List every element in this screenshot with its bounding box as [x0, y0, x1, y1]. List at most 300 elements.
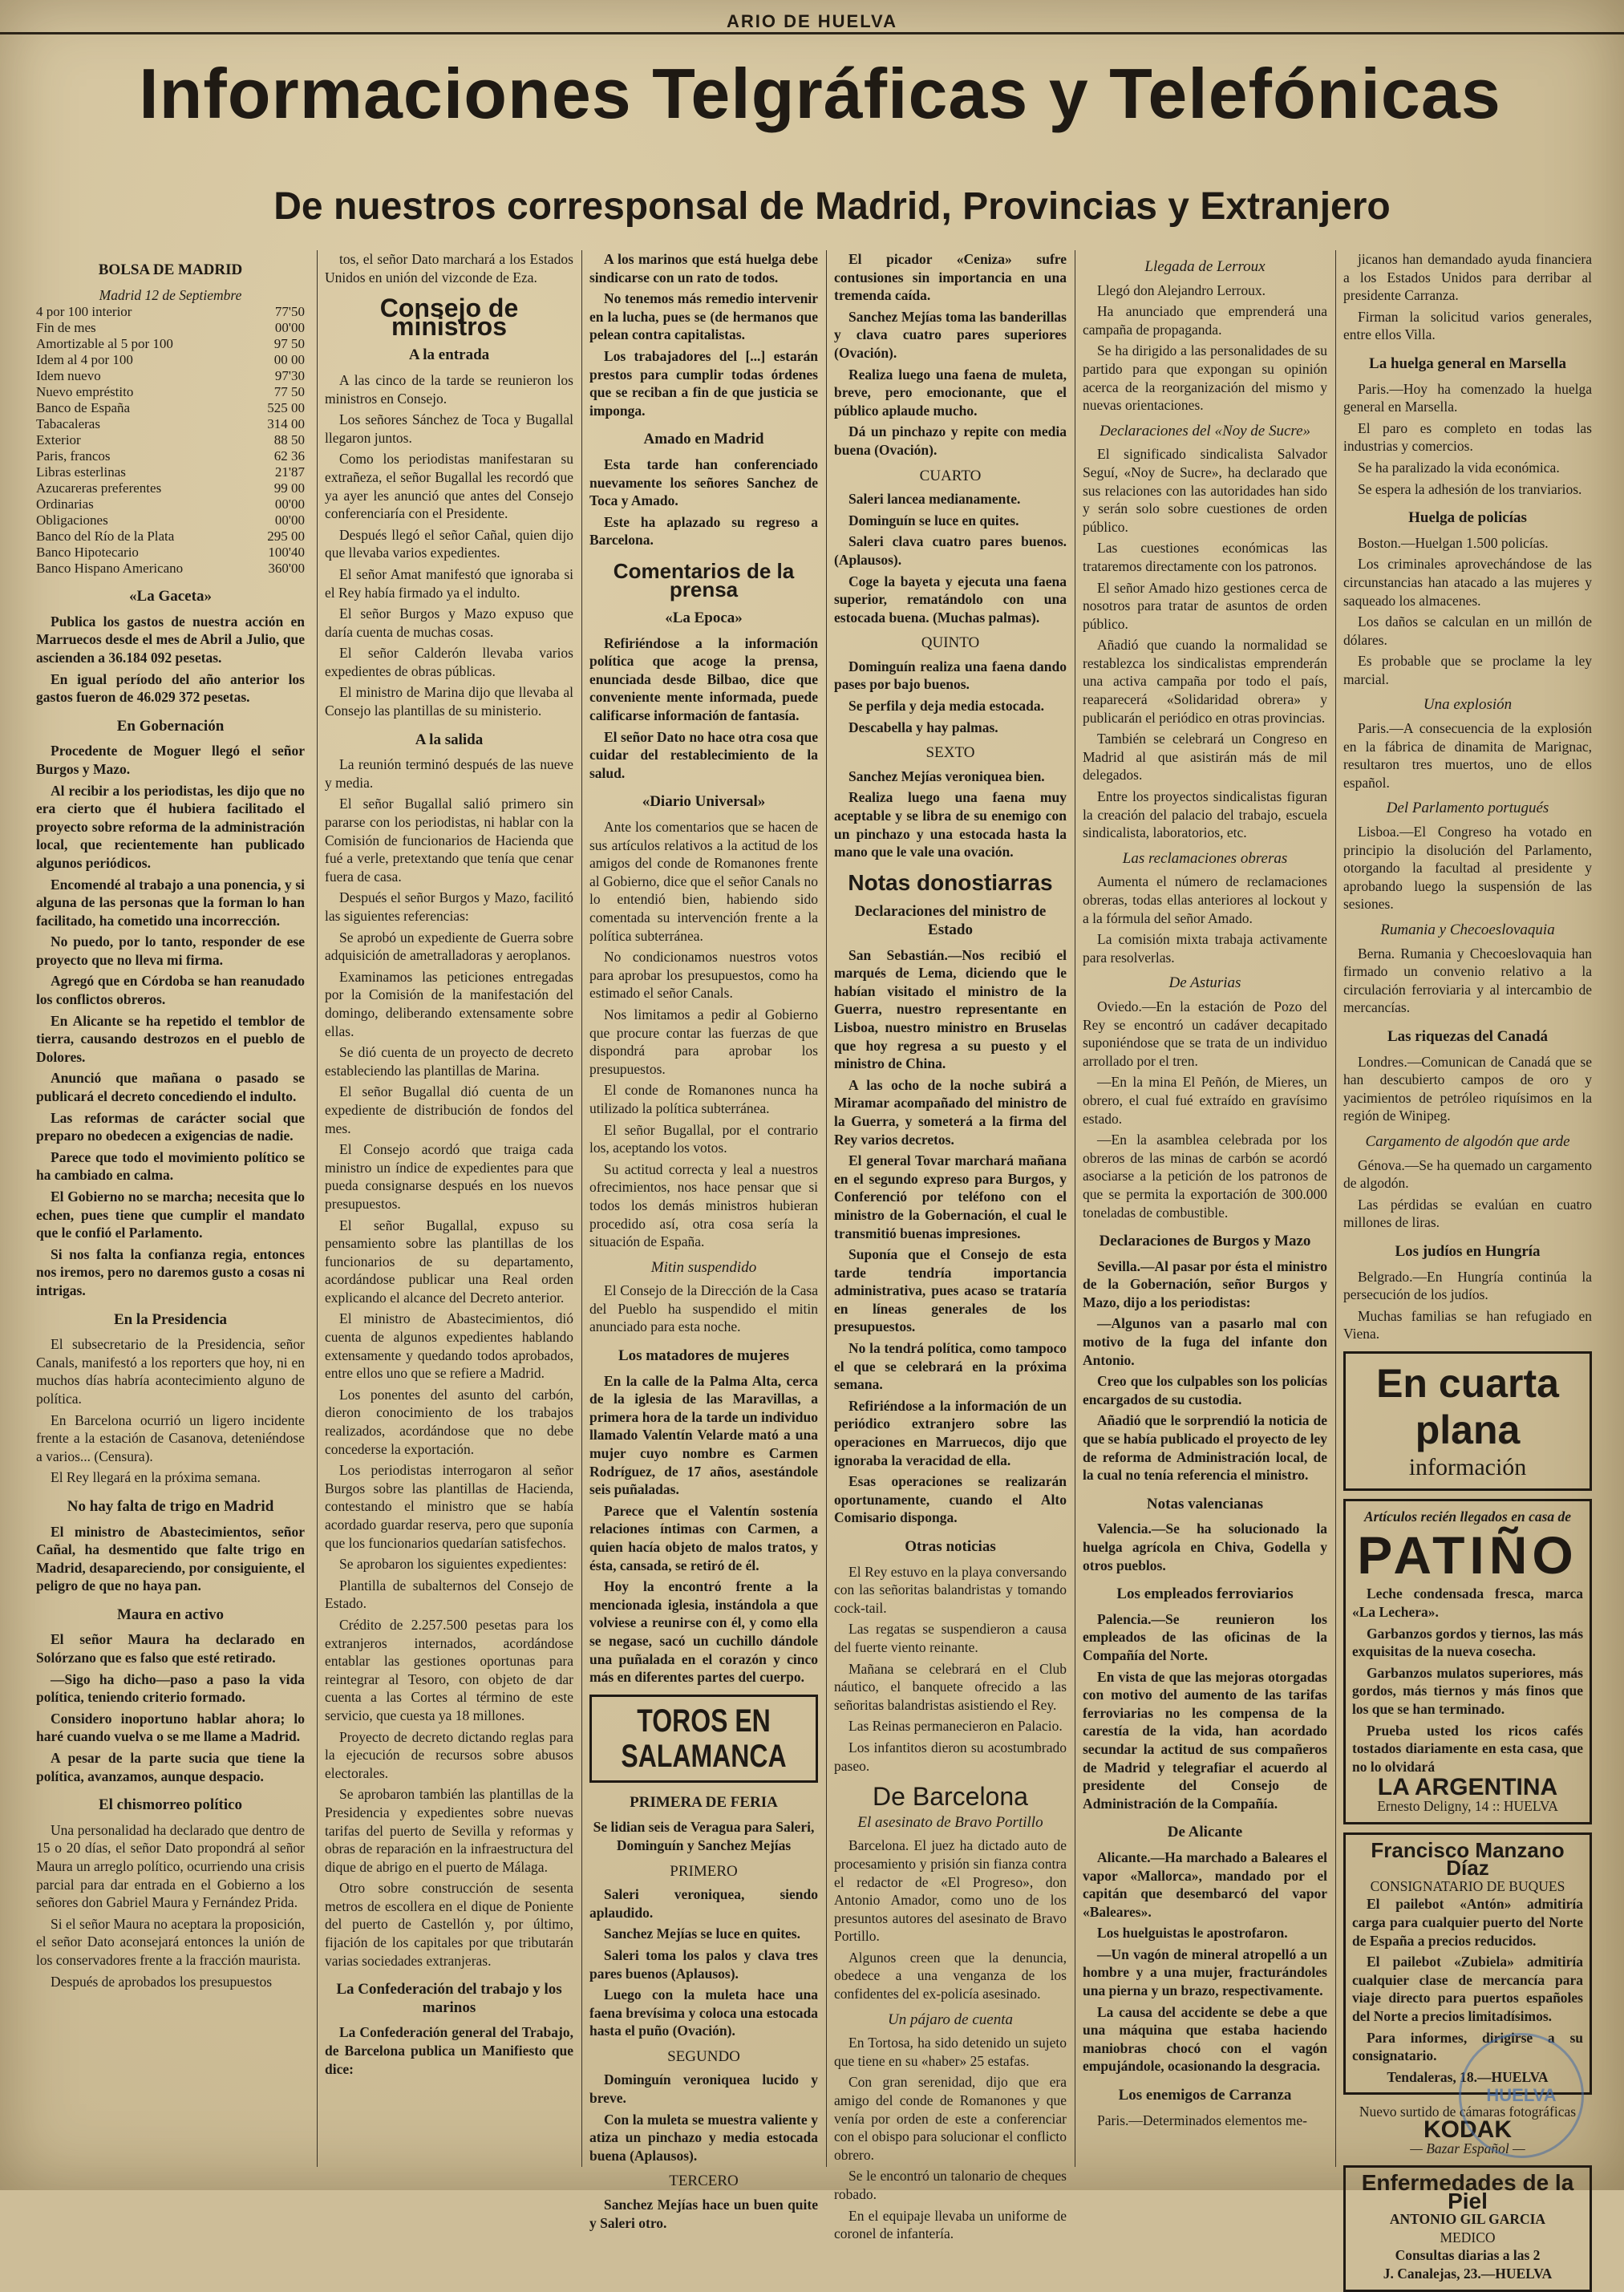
paragraph: Para informes, dirigirse a su consignatario. [1352, 2029, 1583, 2064]
paragraph: Después llegó el señor Cañal, quien dijo que llevaba varios expedientes. [325, 526, 573, 561]
paragraph: El paro es completo en todas las industrias y comercios. [1343, 419, 1592, 455]
bolsa-value: 21'87 [274, 464, 305, 480]
paragraph: Sanchez Mejías hace un buen quite y Saleri otro. [589, 2197, 818, 2231]
section-heading: De Barcelona [873, 1782, 1028, 1812]
paragraph: En Barcelona ocurrió un ligero incidente frente a la estación de Casanova, deteniéndose a varios... (Censura). [36, 1411, 305, 1464]
paragraph: Refiriéndose a la información de un periódico extranjero sobre las operaciones en Marruecos, dijo que ignoraba la veracidad de ella. [834, 1397, 1067, 1468]
ad-cuarta-plana [1343, 1351, 1592, 1491]
paragraph: Realiza luego una faena de muleta, breve, pero emocionante, que el público aplaude mucho. [834, 366, 1067, 419]
feria-subtitle: Se lidian seis de Veragua para Saleri, Dominguín y Sanchez Mejías [593, 1819, 815, 1853]
bolsa-item: Banco Hispano Americano [36, 561, 184, 577]
bolsa-value: 360'00 [268, 561, 305, 577]
paragraph: No condicionamos nuestros votos para aprobar los presupuestos, como ha estimado el señor Canals. [589, 949, 818, 1002]
paragraph: Saleri toma los palos y clava tres pares buenos (Aplausos). [589, 1946, 818, 1982]
section-heading: En Gobernación [116, 717, 225, 735]
paragraph: Nos limitamos a pedir al Gobierno que procure contar las fuerzas de que dispondrá para aprobar los presupuestos. [589, 1006, 818, 1077]
paragraph: Ha anunciado que emprenderá una campaña de propaganda. [1083, 303, 1327, 338]
paragraph: Hoy la encontró frente a la mencionada iglesia, instándola a que volviese a reunirse con él, y como ella se negase, sacó un cuchillo dándole una puñalada en el corazón y cinco más en diferentes partes del cuerpo. [589, 1578, 818, 1686]
section-heading: SEXTO [925, 744, 975, 762]
paragraph: Una personalidad ha declarado que dentro de 15 o 20 días, el señor Dato propondrá al señor Maura un arreglo político, ocurriendo una crisis parcial para dar entrada en el Gobierno a los señores don Gabriel Maura y Fernández Prida. [36, 1821, 305, 1911]
paragraph: Parece que el Valentín sostenía relaciones íntimas con Carmen, a quien hacía objeto de malos tratos, y ésta, cansada, se retiró de él. [589, 1502, 818, 1573]
paragraph: Las Reinas permanecieron en Palacio. [848, 1718, 1063, 1735]
paragraph: El conde de Romanones nunca ha utilizado la política subterránea. [589, 1082, 818, 1116]
section-body [834, 1836, 1067, 2002]
bolsa-value: 00'00 [274, 512, 305, 528]
paragraph: Esta tarde han conferenciado nuevamente los señores Sanchez de Toca y Amado. [589, 456, 818, 509]
section-body [1343, 380, 1592, 499]
paragraph: El ministro de Abastecimientos, dió cuenta de algunos expedientes hablando extensamente y quedando todos aprobados, entre ellos uno que se refiere a Madrid. [325, 1310, 573, 1382]
paragraph: Barcelona. El juez ha dictado auto de procesamiento y prisión sin fianza contra el redactor de «El Progreso», don Antonio Amador, como uno de los presuntos autores del asesinato de Bravo Portillo. [834, 1837, 1067, 1945]
paragraph: El señor Amado hizo gestiones cerca de nosotros para tratar de asuntos de orden público. [1083, 579, 1327, 632]
toros-box [589, 1695, 818, 1783]
section-body [1343, 1156, 1592, 1232]
paragraph: No tenemos más remedio intervenir en la lucha, pues se (de hermanos que pelean contra capitalistas. [589, 290, 818, 343]
bolsa-row [36, 496, 305, 512]
bolsa-row [36, 384, 305, 400]
paragraph: Publica los gastos de nuestra acción en Marruecos desde el mes de Abril a Julio, que ascienden a 36.184 092 pesetas. [36, 613, 305, 666]
column-rule [581, 250, 582, 2167]
section-body [834, 250, 1067, 460]
ad-cuarta-title: En cuarta plana [1376, 1360, 1559, 1452]
lead-paragraph: tos, el señor Dato marchará a los Estados Unidos en unión del vizconde de Eza. [325, 251, 573, 285]
bolsa-value: 99 00 [273, 480, 305, 496]
ad-patino-name: PATIÑO [1357, 1525, 1578, 1585]
column-2 [325, 250, 573, 2175]
paragraph: Berna. Rumania y Checoeslovaquia han firmado un convenio relativo a la circulación ferroviaria y al intercambio de mercancías. [1343, 945, 1592, 1016]
paragraph: Los señores Sánchez de Toca y Bugallal llegaron juntos. [325, 411, 573, 446]
bolsa-item: 4 por 100 interior [36, 304, 132, 320]
paragraph: Se ha dirigido a las personalidades de su partido para que expongan su opinión acerca de la reorganización del mismo y nuevas orientaciones. [1083, 342, 1327, 414]
paragraph: Saleri veroniquea, siendo aplaudido. [589, 1886, 818, 1921]
paragraph: Este ha aplazado su regreso a Barcelona. [589, 513, 818, 549]
paragraph: Oviedo.—En la estación de Pozo del Rey se encontró un cadáver decapitado suponiéndose que se trata de un individuo arrollado por el tren. [1083, 998, 1327, 1069]
paragraph: Génova.—Se ha quemado un cargamento de algodón. [1343, 1156, 1592, 1192]
paragraph: Su actitud correcta y leal a nuestros ofrecimientos, nos hace pensar que si todos los demás ministros hubieran procedido así, otra cosa sería la situación de España. [589, 1160, 818, 1250]
section-body [834, 1563, 1067, 1776]
bolsa-item: Libras esterlinas [36, 464, 126, 480]
column-4 [834, 250, 1067, 2242]
ad-manzano-sub: CONSIGNATARIO DE BUQUES [1370, 1877, 1565, 1894]
section-body [1083, 1849, 1327, 2075]
column-rule [317, 250, 318, 2167]
paragraph: Coge la bayeta y ejecuta una faena superior, rematándolo con una estocada buena. (Muchas palmas). [834, 573, 1067, 626]
bolsa-item: Banco del Río de la Plata [36, 528, 175, 545]
paragraph: Se aprobaron también las plantillas de la Presidencia y expedientes sobre nuevas tarifas del puerto de Sevilla y reformas y obras de reparación en la infraestructura del dique de abrigo en el puerto de Málaga. [325, 1786, 573, 1875]
paragraph: Los daños se calculan en un millón de dólares. [1343, 613, 1592, 648]
paragraph: Refiriéndose a la información política que acoge la prensa, enunciada desde Bilbao, dice que conveniente mente informada, puede calificarse información de fantasía. [589, 634, 818, 724]
section-heading: «Diario Universal» [642, 793, 766, 811]
bolsa-row [36, 416, 305, 432]
paragraph: Se perfila y deja media estocada. [848, 698, 1044, 715]
paragraph: La Confederación general del Trabajo, de Barcelona publica un Manifiesto que dice: [325, 2024, 573, 2077]
section-heading: Las riquezas del Canadá [1387, 1027, 1549, 1045]
paragraph: El Consejo de la Dirección de la Casa del Pueblo ha suspendido el mitin anunciado para esta noche. [589, 1282, 818, 1335]
section-heading: QUINTO [921, 634, 980, 652]
bolsa-row [36, 336, 305, 352]
paragraph: El Gobierno no se marcha; necesita que lo echen, pues tiene que cumplir el mandato que le confió el Parlamento. [36, 1189, 305, 1241]
section-heading: «La Epoca» [665, 609, 743, 627]
ad-piel-title: Enfermedades de la Piel [1361, 2170, 1574, 2213]
paragraph: Se ha paralizado la vida económica. [1358, 459, 1560, 476]
running-head: ARIO DE HUELVA [0, 11, 1624, 34]
section-body [1343, 823, 1592, 913]
paragraph: El Rey estuvo en la playa conversando con las señoritas balandristas y tomando cock-tail. [834, 1563, 1067, 1616]
section-heading: Una explosión [1423, 696, 1513, 714]
paragraph: El señor Calderón llevaba varios expedientes de obras públicas. [325, 645, 573, 679]
paragraph: El señor Amat manifestó que ignoraba si el Rey había firmado ya el indulto. [325, 565, 573, 601]
section-heading: Huelga de policías [1408, 509, 1527, 527]
paragraph: Aumenta el número de reclamaciones obreras, todas ellas anteriores al lockout y a la fórmula del señor Amado. [1083, 873, 1327, 926]
paragraph: Firman la solicitud varios generales, entre ellos Villa. [1343, 308, 1592, 343]
section-heading: Cargamento de algodón que arde [1365, 1132, 1570, 1150]
section-body [589, 634, 818, 783]
paragraph: Luego con la muleta hace una faena brevísima y coloca una estocada hasta el puño (Ovación). [589, 1986, 818, 2039]
section-heading: PRIMERA DE FERIA [630, 1793, 778, 1811]
bolsa-value: 314 00 [267, 416, 305, 432]
paragraph: —Un vagón de mineral atropelló a un hombre y a una mujer, fracturándoles una pierna y un brazo, respectivamente. [1083, 1946, 1327, 1999]
paragraph: Las regatas se suspendieron a causa del fuerte viento reinante. [834, 1621, 1067, 1655]
section-body [1083, 1257, 1327, 1484]
section-heading: «La Gaceta» [129, 588, 212, 605]
paragraph: Al recibir a los periodistas, les dijo que no era cierto que él hubiera facilitado el proyecto sobre reforma de la administración local, que recientemente han publicado algunos periódicos. [36, 782, 305, 871]
paragraph: Con gran serenidad, dijo que era amigo del conde de Romanones y que venía por orden de este a conferenciar con el obispo para solucionar el conflicto obrero. [834, 2074, 1067, 2163]
paragraph: Las pérdidas se evalúan en cuatro millones de liras. [1343, 1196, 1592, 1231]
column-3 [589, 250, 818, 2231]
paragraph: En la calle de la Palma Alta, cerca de la iglesia de las Maravillas, a primera hora de la tarde un individuo llamado Valentín Velarde mató a una mujer cuyo nombre es Carmen Rodríguez, de 17 años, asestándole seis puñaladas. [589, 1372, 818, 1498]
section-body [36, 1335, 305, 1487]
paragraph: Dominguín veroniquea lucido y breve. [589, 2071, 818, 2107]
bolsa-item: Idem al 4 por 100 [36, 352, 133, 368]
section-body [36, 742, 305, 1299]
paragraph: Añadió que le sorprendió la noticia de que se había publicado el proyecto de ley de reforma de Administración local, de la cual no tenía referencia el ministro. [1083, 1412, 1327, 1484]
section-heading: Llegada de Lerroux [1144, 258, 1266, 275]
section-heading: Amado en Madrid [643, 431, 764, 448]
section-body [834, 658, 1067, 736]
section-body [589, 2196, 818, 2232]
paragraph: Dominguín se luce en quites. [848, 512, 1019, 528]
paragraph: Dá un pinchazo y repite con media buena (Ovación). [834, 423, 1067, 458]
paragraph: Llegó don Alejandro Lerroux. [1097, 281, 1266, 298]
section-heading: Las reclamaciones obreras [1122, 849, 1288, 867]
paragraph: Las cuestiones económicas las trataremos directamente con los patronos. [1083, 540, 1327, 574]
ad-kodak-line1: Nuevo surtido de cámaras fotográficas [1359, 2104, 1577, 2120]
section-heading: Los empleados ferroviarios [1116, 1585, 1294, 1603]
bolsa-value: 77 50 [273, 384, 305, 400]
bolsa-row [36, 512, 305, 528]
paragraph: A las cinco de la tarde se reunieron los ministros en Consejo. [325, 371, 573, 407]
paragraph: Anunció que mañana o pasado se publicará el decreto concediendo el indulto. [36, 1070, 305, 1105]
section-heading: Otras noticias [905, 1538, 996, 1555]
column-5 [1083, 250, 1327, 2175]
section-heading: PRIMERO [670, 1862, 738, 1880]
ad-kodak-line3: — Bazar Español — [1410, 2140, 1525, 2156]
paragraph: Descabella y hay palmas. [848, 719, 998, 735]
paragraph: Se dió cuenta de un proyecto de decreto estableciendo las plantillas de Marina. [325, 1044, 573, 1079]
section-body [589, 818, 818, 1251]
paragraph: Garbanzos mulatos superiores, más gordos, más tiernos y más finos que los que se han terminado. [1352, 1664, 1583, 1718]
column-rule [1335, 250, 1336, 2167]
bolsa-item: Idem nuevo [36, 368, 101, 384]
section-body [325, 371, 573, 720]
paragraph: —Algunos van a pasarlo mal con motivo de la fuga del infante don Antonio. [1083, 1315, 1327, 1368]
paragraph: Alicante.—Ha marchado a Baleares el vapor «Mallorca», mandado por el capitán que desembarcó del vapor «Baleares». [1083, 1849, 1327, 1920]
paragraph: Entre los proyectos sindicalistas figuran la creación del palacio del trabajo, escuela sindicalista, laboratorios, etc. [1083, 788, 1327, 841]
section-heading: Consejo de ministros [379, 294, 519, 341]
paragraph: Saleri clava cuatro pares buenos. (Aplausos). [834, 533, 1067, 568]
ad-argentina: LA ARGENTINA [1377, 1774, 1558, 1801]
ad-piel [1343, 2165, 1592, 2292]
section-body [1083, 998, 1327, 1221]
section-heading: Declaraciones del ministro de Estado [854, 903, 1047, 938]
section-body [1343, 945, 1592, 1017]
section-heading: En la Presidencia [113, 1310, 228, 1328]
ad-manzano-title: Francisco Manzano Díaz [1371, 1837, 1565, 1881]
section-heading: La Confederación del trabajo y los marinos [336, 1981, 562, 2016]
paragraph: La causa del accidente se debe a que una máquina que estaba haciendo maniobras chocó con el vagón empujándole, ocasionando la desgracia. [1083, 2003, 1327, 2075]
paragraph: —En la mina El Peñón, de Mieres, un obrero, el cual fué extraído en gravísimo estado. [1083, 1074, 1327, 1127]
column-1 [36, 250, 305, 2175]
bolsa-row [36, 368, 305, 384]
paragraph: Después de aprobados los presupuestos [51, 1973, 273, 1990]
bolsa-row [36, 352, 305, 368]
section-body [1083, 873, 1327, 966]
section-body [1343, 1268, 1592, 1343]
paragraph: Dominguín realiza una faena dando pases por bajo buenos. [834, 658, 1067, 693]
section-body [1343, 250, 1592, 344]
bolsa-value: 100'40 [268, 545, 305, 561]
bolsa-value: 62 36 [273, 448, 305, 464]
bolsa-date: Madrid 12 de Septiembre [99, 286, 242, 303]
section-body [589, 1885, 818, 2040]
paragraph: Otro sobre construcción de sesenta metros de escollera en el dique de Poniente del puerto de Castellón y, por último, fijación de los capitales por que tributarán varias sociedades extranjeras. [325, 1880, 573, 1969]
paragraph: También se celebrará un Congreso en Madrid al que asistirán más de mil delegados. [1083, 731, 1327, 784]
paragraph: No puedo, por lo tanto, responder de ese proyecto que no lleva mi firma. [36, 933, 305, 968]
paragraph: Londres.—Comunican de Canadá que se han descubierto campos de oro y yacimientos de petróleo riquísimos en la región de Winipeg. [1343, 1053, 1592, 1124]
section-body [834, 767, 1067, 861]
paragraph: Sevilla.—Al pasar por ésta el ministro de la Gobernación, señor Burgos y Mazo, dijo a los periodistas: [1083, 1257, 1327, 1310]
section-heading: El asesinato de Bravo Portillo [857, 1813, 1043, 1831]
section-heading: Notas donostiarras [848, 869, 1053, 895]
ad-piel-addr: J. Canalejas, 23.—HUELVA [1383, 2266, 1553, 2282]
section-heading: A la salida [415, 731, 484, 748]
bolsa-row [36, 448, 305, 464]
bolsa-value: 00 00 [273, 352, 305, 368]
paragraph: Los trabajadores del [...] estarán prestos para cumplir todas órdenes que se reciban a fin de que justicia se imponga. [589, 347, 818, 419]
masthead-subtitle: De nuestros corresponsal de Madrid, Provincias y Extranjero [273, 185, 1391, 228]
ad-kodak-brand: KODAK [1424, 2116, 1512, 2143]
bolsa-item: Nuevo empréstito [36, 384, 134, 400]
bolsa-value: 00'00 [274, 320, 305, 336]
paragraph: Ante los comentarios que se hacen de sus artículos relativos a la actitud de los amigos del conde de Romanones frente al Gobierno, dice que el señor Canals no lo entendió bien, habiendo sido comentada su intervención frente a la política subterránea. [589, 819, 818, 944]
bolsa-row [36, 545, 305, 561]
paragraph: Prueba usted los ricos cafés tostados diariamente en esta casa, que no lo olvidará [1352, 1722, 1583, 1775]
paragraph: Belgrado.—En Hungría continúa la persecución de los judíos. [1343, 1268, 1592, 1303]
paragraph: Paris.—A consecuencia de la explosión en la fábrica de dinamita de Marignac, resultaron tres muertos, uno de ellos español. [1343, 720, 1592, 791]
bolsa-item: Banco Hipotecario [36, 545, 139, 561]
section-body [1343, 1053, 1592, 1125]
ad-patino [1343, 1499, 1592, 1824]
bolsa-row [36, 400, 305, 416]
ad-piel-name: ANTONIO GIL GARCIA [1389, 2211, 1546, 2228]
paragraph: Si nos falta la confianza regia, entonces nos iremos, pero no daremos gusto a cosas ni intrigas. [36, 1245, 305, 1298]
bolsa-item: Tabacaleras [36, 416, 100, 432]
paragraph: Añadió que cuando la normalidad se restablezca los sindicalistas emprenderán una activa campaña por todo el país, reaparecerá «Solidaridad obrera» y publicarán el periódico en otras provincias. [1083, 637, 1327, 726]
section-body [834, 2034, 1067, 2243]
bolsa-table [36, 304, 305, 577]
section-body [834, 490, 1067, 626]
paragraph: Procedente de Moguer llegó el señor Burgos y Mazo. [36, 743, 305, 777]
paragraph: El Rey llegará en la próxima semana. [51, 1469, 261, 1486]
section-body [589, 1282, 818, 1336]
bolsa-item: Obligaciones [36, 512, 108, 528]
paragraph: Sanchez Mejías toma las banderillas y clava cuatro pares superiores (Ovación). [834, 308, 1067, 361]
section-heading: De Asturias [1168, 974, 1241, 992]
ad-piel-hours: Consultas diarias a las 2 [1395, 2247, 1541, 2264]
section-heading: SEGUNDO [667, 2047, 740, 2065]
paragraph: San Sebastián.—Nos recibió el marqués de Lema, diciendo que le habían visitado el ministro de la Guerra, nuestro representante en Lisboa, nuestro ministro en Bruselas que hoy regresa a su puesto y el ministro de China. [834, 946, 1067, 1072]
ad-cuarta-sub: información [1408, 1453, 1527, 1480]
paragraph: El señor Dato no hace otra cosa que cuidar del restablecimiento de la salud. [589, 728, 818, 781]
paragraph: El señor Bugallal dió cuenta de un expediente de distribución de fondos del mes. [325, 1083, 573, 1136]
section-body [589, 250, 818, 419]
bolsa-item: Paris, francos [36, 448, 111, 464]
bolsa-item: Azucareras preferentes [36, 480, 162, 496]
column-6 [1343, 250, 1592, 2282]
paragraph: Esas operaciones se realizarán oportunamente, cuando el Alto Comisario disponga. [834, 1473, 1067, 1526]
paragraph: Los ponentes del asunto del carbón, dieron conocimiento de los trabajos realizados, acordándose que no debe concederse la exportación. [325, 1386, 573, 1457]
section-heading: Del Parlamento portugués [1386, 800, 1549, 817]
paragraph: En el equipaje llevaba un uniforme de coronel de infantería. [834, 2207, 1067, 2242]
paragraph: Si el señor Maura no aceptara la proposición, el señor Dato aconsejará entonces la unión de los conservadores frente a la fracción maurista. [36, 1915, 305, 1968]
section-heading: Los enemigos de Carranza [1118, 2087, 1292, 2104]
paragraph: Agregó que en Córdoba se han reanudado los conflictos obreros. [36, 973, 305, 1008]
paragraph: Considero inoportuno hablar ahora; lo haré cuando vuelva o se me llame a Madrid. [36, 1710, 305, 1745]
section-body [1083, 1520, 1327, 1574]
paragraph: Se aprobó un expediente de Guerra sobre adquisición de ametralladoras y aeroplanos. [325, 929, 573, 964]
paragraph: El señor Bugallal, expuso su pensamiento sobre las plantillas de los funcionarios de su departamento, acordándose publicar una Real orden explicando el alcance del Decreto anterior. [325, 1217, 573, 1306]
paragraph: El general Tovar marchará mañana en el segundo expreso para Burgos, y Conferenció por teléfono con el ministro de la Gobernación, el cual le transmitió buenas impresiones. [834, 1152, 1067, 1241]
bolsa-item: Exterior [36, 432, 81, 448]
ad-argentina-addr: Ernesto Deligny, 14 :: HUELVA [1377, 1798, 1558, 1814]
section-body [589, 456, 818, 549]
paragraph: —En la asamblea celebrada por los obreros de las minas de carbón se acordó asociarse a la petición de los patronos de que se permita la exportación de 300.000 toneladas de combustible. [1083, 1132, 1327, 1221]
bolsa-item: Banco de España [36, 400, 131, 416]
paragraph: El ministro de Abastecimientos, señor Cañal, ha desmentido que falte trigo en Madrid, desapareciendo, por consiguiente, el peligro de que no haya pan. [36, 1523, 305, 1594]
paragraph: En vista de que las mejoras otorgadas con motivo del aumento de las tarifas ferroviarias no les compensa de la carestía de la vida, han acordado secundar la actitud de sus compañeros de Madrid y telegrafiar el acuerdo al presidente del Consejo de Administración de la Compañía. [1083, 1668, 1327, 1812]
bolsa-value: 77'50 [274, 304, 305, 320]
section-body [325, 755, 573, 1970]
section-body [36, 613, 305, 707]
paragraph: Los periodistas interrogaron al señor Burgos sobre las plantillas de Hacienda, contestando el ministro que se había acordado guardar reserva, pero que suponía que los funcionarios quedarían satisfechos. [325, 1462, 573, 1551]
bolsa-item: Ordinarias [36, 496, 94, 512]
bolsa-row [36, 464, 305, 480]
section-body [589, 2071, 818, 2164]
paragraph: A las ocho de la noche subirá a Miramar acompañado del ministro de la Guerra, y someterá a la firma del Rey varios decretos. [834, 1076, 1067, 1148]
paragraph: Los huelguistas le apostrofaron. [1097, 1925, 1288, 1942]
section-heading: Declaraciones del «Noy de Sucre» [1099, 422, 1311, 439]
paragraph: Mañana se celebrará en el Club náutico, el banquete ofrecido a las señoritas balandristas asistiendo el Rey. [834, 1660, 1067, 1713]
section-body [589, 1372, 818, 1687]
paragraph: Algunos creen que la denuncia, obedece a una venganza de los confidentes del ex-policía asesinado. [834, 1949, 1067, 2002]
paragraph: La reunión terminó después de las nueve y media. [325, 756, 573, 791]
paragraph: No la tendrá política, como tampoco el que se celebrará en la próxima semana. [834, 1340, 1067, 1393]
paragraph: Con la muleta se muestra valiente y atiza un pinchazo y media estocada buena (Aplausos). [589, 2111, 818, 2164]
section-heading: Maura en activo [117, 1606, 224, 1623]
bolsa-value: 525 00 [267, 400, 305, 416]
bolsa-value: 88 50 [273, 432, 305, 448]
paragraph: El señor Bugallal salió primero sin pararse con los periodistas, ni hablar con la Comisión de funcionarios de Hacienda que fué a verle, pretextando que tenía que cenar fuera de casa. [325, 796, 573, 885]
section-heading: Comentarios de la prensa [613, 558, 795, 601]
paragraph: Es probable que se proclame la ley marcial. [1343, 653, 1592, 687]
section-heading: TERCERO [669, 2173, 739, 2190]
bolsa-item: Amortizable al 5 por 100 [36, 336, 173, 352]
ad-piel-role: MEDICO [1440, 2229, 1496, 2245]
paragraph: Paris.—Determinados elementos me- [1097, 2112, 1307, 2128]
section-heading: Un pájaro de cuenta [887, 2011, 1014, 2028]
section-body [36, 1821, 305, 1990]
paragraph: Realiza luego una faena muy aceptable y se libra de su enemigo con un pinchazo y una estocada hasta la mano que le vale una ovación. [834, 789, 1067, 861]
section-body [1083, 2112, 1327, 2130]
paragraph: En igual período del año anterior los gastos fueron de 46.029 372 pesetas. [36, 670, 305, 706]
section-body [834, 946, 1067, 1527]
bolsa-row [36, 561, 305, 577]
paragraph: Leche condensada fresca, marca «La Lechera». [1352, 1585, 1583, 1621]
paragraph: Lisboa.—El Congreso ha votado en principio la disolución del Parlamento, otorgando la facultad al presidente y aprobando luego la suspensión de las sesiones. [1343, 824, 1592, 913]
paragraph: Los criminales aprovechándose de las circunstancias han atacado a las mujeres y saqueado los almacenes. [1343, 556, 1592, 609]
paragraph: Después el señor Burgos y Mazo, facilitó las siguientes referencias: [325, 889, 573, 924]
paragraph: Saleri lancea medianamente. [848, 491, 1021, 508]
section-heading: Mitin suspendido [650, 1258, 757, 1276]
paragraph: El pailebot «Zubiela» admitiría cualquier clase de mercancía para viaje directo para puertos españoles del Norte a precios limitadísimos. [1352, 1954, 1583, 2024]
paragraph: En Tortosa, ha sido detenido un sujeto que tiene en su «haber» 25 estafas. [834, 2035, 1067, 2069]
paragraph: Suponía que el Consejo de esta tarde tendría importancia administrativa, pues acaso se trataría en líneas generales de los presupuestos. [834, 1246, 1067, 1335]
bolsa-row [36, 480, 305, 496]
section-heading: Rumania y Checoeslovaquia [1380, 921, 1555, 938]
section-heading: Los matadores de mujeres [618, 1347, 790, 1365]
paragraph: A los marinos que está huelga debe sindicarse con un rato de todos. [589, 251, 818, 285]
paragraph: El señor Burgos y Mazo expuso que daría cuenta de muchas cosas. [325, 605, 573, 640]
paragraph: Encomendé al trabajo a una ponencia, y si alguna de las personas que la forman lo han facilitado, ha cometido una incorrección. [36, 876, 305, 929]
section-body [1083, 445, 1327, 841]
paragraph: Plantilla de subalternos del Consejo de Estado. [325, 1577, 573, 1612]
library-stamp: HUELVA [1459, 2033, 1584, 2158]
paragraph: Garbanzos gordos y tiernos, las más exquisitas de la nueva cosecha. [1352, 1625, 1583, 1660]
section-heading: Los judíos en Hungría [1395, 1242, 1541, 1260]
column-rule [826, 250, 827, 2167]
section-heading: No hay falta de trigo en Madrid [67, 1497, 274, 1515]
section-body [1343, 534, 1592, 689]
paragraph: Valencia.—Se ha solucionado la huelga agrícola en Chiva, Godella y otros pueblos. [1083, 1521, 1327, 1573]
section-body [36, 1523, 305, 1595]
section-heading: De Alicante [1167, 1824, 1243, 1841]
bolsa-row [36, 432, 305, 448]
paragraph: Sanchez Mejías veroniquea bien. [848, 767, 1045, 784]
bolsa-row [36, 528, 305, 545]
section-heading: La huelga general en Marsella [1369, 354, 1566, 372]
paragraph: El señor Bugallal, por el contrario los, aceptando los votos. [589, 1121, 818, 1156]
section-body [36, 1630, 305, 1785]
bolsa-item: Fin de mes [36, 320, 96, 336]
ad-patino-body [1352, 1585, 1583, 1776]
paragraph: Palencia.—Se reunieron los empleados de las oficinas de la Compañía del Norte. [1083, 1610, 1327, 1663]
paragraph: Se espera la adhesión de los tranviarios. [1358, 480, 1582, 497]
section-heading: CUARTO [919, 467, 982, 484]
section-heading: Declaraciones de Burgos y Mazo [1099, 1233, 1311, 1250]
masthead-title: Informaciones Telgráficas y Telefónicas [139, 54, 1501, 133]
section-body [1083, 281, 1327, 415]
bolsa-title: BOLSA DE MADRID [98, 261, 243, 278]
ad-patino-head: Artículos recién llegados en casa de [1363, 1508, 1572, 1525]
